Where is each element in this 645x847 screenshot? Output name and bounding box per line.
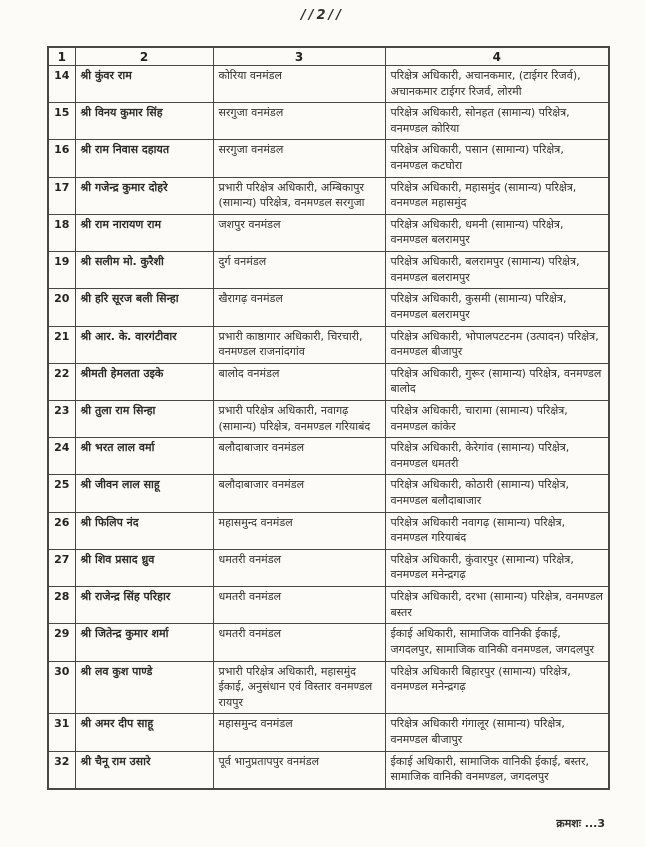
cell-officer-name: श्री हरि सूरज बली सिन्हा	[75, 289, 213, 326]
cell-serial-number: 30	[48, 661, 75, 714]
cell-new-posting: परिक्षेत्र अधिकारी, अचानकमार, (टाईगर रिजर्व), अचानकमार टाईगर रिजर्व, लोरमी	[385, 66, 609, 103]
cell-present-posting: कोरिया वनमंडल	[213, 66, 385, 103]
cell-serial-number: 27	[48, 549, 75, 586]
cell-new-posting: परिक्षेत्र अधिकारी, कुसमी (सामान्य) परिक्षेत्र, वनमण्डल बलरामपुर	[385, 289, 609, 326]
cell-officer-name: श्री राम नारायण राम	[75, 214, 213, 251]
table-row	[48, 214, 609, 251]
table-row	[48, 512, 609, 549]
cell-new-posting: परिक्षेत्र अधिकारी बिहारपुर (सामान्य) परिक्षेत्र, वनमण्डल मनेन्द्रगढ़	[385, 661, 609, 714]
cell-serial-number: 24	[48, 438, 75, 475]
cell-serial-number: 29	[48, 624, 75, 661]
cell-new-posting: ईकाई अधिकारी, सामाजिक वानिकी ईकाई, बस्तर, सामाजिक वानिकी वनमण्डल, जगदलपुर	[385, 751, 609, 789]
header-col-1: 1	[48, 47, 75, 66]
cell-present-posting: दुर्ग वनमंडल	[213, 252, 385, 289]
cell-new-posting: परिक्षेत्र अधिकारी, कुंवारपुर (सामान्य) परिक्षेत्र, वनमण्डल मनेन्द्रगढ़	[385, 549, 609, 586]
table-row	[48, 66, 609, 103]
table-row	[48, 549, 609, 586]
cell-officer-name: श्री फिलिप नंद	[75, 512, 213, 549]
cell-present-posting: महासमुन्द वनमंडल	[213, 714, 385, 751]
header-col-3: 3	[213, 47, 385, 66]
cell-officer-name: श्रीमती हेमलता उइके	[75, 363, 213, 400]
table-row	[48, 326, 609, 363]
cell-present-posting: बलौदाबाजार वनमंडल	[213, 475, 385, 512]
cell-officer-name: श्री अमर दीप साहू	[75, 714, 213, 751]
cell-serial-number: 31	[48, 714, 75, 751]
cell-present-posting: धमतरी वनमंडल	[213, 624, 385, 661]
cell-serial-number: 23	[48, 400, 75, 437]
cell-new-posting: परिक्षेत्र अधिकारी, धमनी (सामान्य) परिक्षेत्र, वनमण्डल बलरामपुर	[385, 214, 609, 251]
cell-new-posting: परिक्षेत्र अधिकारी, चारामा (सामान्य) परिक्षेत्र, वनमण्डल कांकेर	[385, 400, 609, 437]
table-row	[48, 289, 609, 326]
cell-present-posting: धमतरी वनमंडल	[213, 549, 385, 586]
cell-new-posting: परिक्षेत्र अधिकारी, भोपालपटटनम (उत्पादन) परिक्षेत्र, वनमण्डल बीजापुर	[385, 326, 609, 363]
table-row	[48, 363, 609, 400]
cell-officer-name: श्री शिव प्रसाद ध्रुव	[75, 549, 213, 586]
cell-serial-number: 20	[48, 289, 75, 326]
cell-officer-name: श्री जीवन लाल साहू	[75, 475, 213, 512]
cell-serial-number: 22	[48, 363, 75, 400]
table-row	[48, 624, 609, 661]
cell-serial-number: 19	[48, 252, 75, 289]
cell-serial-number: 21	[48, 326, 75, 363]
cell-new-posting: परिक्षेत्र अधिकारी, महासमुंद (सामान्य) परिक्षेत्र, वनमण्डल महासमुंद	[385, 177, 609, 214]
cell-officer-name: श्री राम निवास दहायत	[75, 140, 213, 177]
cell-present-posting: सरगुजा वनमंडल	[213, 103, 385, 140]
cell-officer-name: श्री भरत लाल वर्मा	[75, 438, 213, 475]
cell-present-posting: खैरागढ़ वनमंडल	[213, 289, 385, 326]
table-row	[48, 587, 609, 624]
cell-new-posting: परिक्षेत्र अधिकारी, केरेगांव (सामान्य) परिक्षेत्र, वनमण्डल धमतरी	[385, 438, 609, 475]
cell-serial-number: 32	[48, 751, 75, 789]
cell-officer-name: श्री गजेन्द्र कुमार दोहरे	[75, 177, 213, 214]
cell-present-posting: सरगुजा वनमंडल	[213, 140, 385, 177]
cell-new-posting: परिक्षेत्र अधिकारी, दरभा (सामान्य) परिक्षेत्र, वनमण्डल बस्तर	[385, 587, 609, 624]
table-row	[48, 475, 609, 512]
cell-new-posting: परिक्षेत्र अधिकारी, बलरामपुर (सामान्य) परिक्षेत्र, वनमण्डल बलरामपुर	[385, 252, 609, 289]
cell-officer-name: श्री आर. के. वारगंटीवार	[75, 326, 213, 363]
cell-new-posting: परिक्षेत्र अधिकारी, गुरूर (सामान्य) परिक्षेत्र, वनमण्डल बालोद	[385, 363, 609, 400]
cell-present-posting: प्रभारी परिक्षेत्र अधिकारी, महासमुंद ईकाई, अनुसंधान एवं विस्तार वनमण्डल रायपुर	[213, 661, 385, 714]
continuation-note: क्रमशः ...3	[556, 817, 605, 830]
cell-serial-number: 15	[48, 103, 75, 140]
cell-serial-number: 14	[48, 66, 75, 103]
cell-new-posting: परिक्षेत्र अधिकारी, पसान (सामान्य) परिक्षेत्र, वनमण्डल कटघोरा	[385, 140, 609, 177]
cell-officer-name: श्री कुंवर राम	[75, 66, 213, 103]
cell-new-posting: परिक्षेत्र अधिकारी गंगालूर (सामान्य) परिक्षेत्र, वनमण्डल बीजापुर	[385, 714, 609, 751]
header-col-4: 4	[385, 47, 609, 66]
cell-new-posting: परिक्षेत्र अधिकारी, सोनहत (सामान्य) परिक्षेत्र, वनमण्डल कोरिया	[385, 103, 609, 140]
cell-present-posting: जशपुर वनमंडल	[213, 214, 385, 251]
table-row	[48, 400, 609, 437]
cell-serial-number: 17	[48, 177, 75, 214]
cell-officer-name: श्री लव कुश पाण्डे	[75, 661, 213, 714]
table-row	[48, 714, 609, 751]
cell-new-posting: ईकाई अधिकारी, सामाजिक वानिकी ईकाई, जगदलपुर, सामाजिक वानिकी वनमण्डल, जगदलपुर	[385, 624, 609, 661]
table-row	[48, 252, 609, 289]
table-header-row	[48, 47, 609, 66]
header-col-2: 2	[75, 47, 213, 66]
cell-officer-name: श्री सलीम मो. कुरैशी	[75, 252, 213, 289]
table-body	[48, 66, 609, 789]
cell-serial-number: 26	[48, 512, 75, 549]
table-row	[48, 438, 609, 475]
cell-officer-name: श्री विनय कुमार सिंह	[75, 103, 213, 140]
cell-officer-name: श्री तुला राम सिन्हा	[75, 400, 213, 437]
cell-serial-number: 16	[48, 140, 75, 177]
cell-officer-name: श्री जितेन्द्र कुमार शर्मा	[75, 624, 213, 661]
cell-serial-number: 28	[48, 587, 75, 624]
table-row	[48, 661, 609, 714]
cell-new-posting: परिक्षेत्र अधिकारी, कोठारी (सामान्य) परिक्षेत्र, वनमण्डल बलौदाबाजार	[385, 475, 609, 512]
page-number: //2//	[300, 8, 345, 23]
cell-serial-number: 25	[48, 475, 75, 512]
cell-new-posting: परिक्षेत्र अधिकारी नवागढ़ (सामान्य) परिक्षेत्र, वनमण्डल गरियाबंद	[385, 512, 609, 549]
cell-present-posting: महासमुन्द वनमंडल	[213, 512, 385, 549]
table-row	[48, 177, 609, 214]
transfer-table	[47, 46, 610, 790]
cell-present-posting: बलौदाबाजार वनमंडल	[213, 438, 385, 475]
cell-present-posting: प्रभारी काष्ठागार अधिकारी, चिरचारी, वनमण्डल राजनांदगांव	[213, 326, 385, 363]
table-row	[48, 140, 609, 177]
table-row	[48, 103, 609, 140]
cell-present-posting: पूर्व भानुप्रतापपुर वनमंडल	[213, 751, 385, 789]
cell-present-posting: धमतरी वनमंडल	[213, 587, 385, 624]
cell-present-posting: बालोद वनमंडल	[213, 363, 385, 400]
cell-present-posting: प्रभारी परिक्षेत्र अधिकारी, अम्बिकापुर (सामान्य) परिक्षेत्र, वनमण्डल सरगुजा	[213, 177, 385, 214]
cell-officer-name: श्री राजेन्द्र सिंह परिहार	[75, 587, 213, 624]
table-row	[48, 751, 609, 789]
cell-present-posting: प्रभारी परिक्षेत्र अधिकारी, नवागढ़ (सामान्य) परिक्षेत्र, वनमण्डल गरियाबंद	[213, 400, 385, 437]
cell-serial-number: 18	[48, 214, 75, 251]
cell-officer-name: श्री चैनू राम उसारे	[75, 751, 213, 789]
